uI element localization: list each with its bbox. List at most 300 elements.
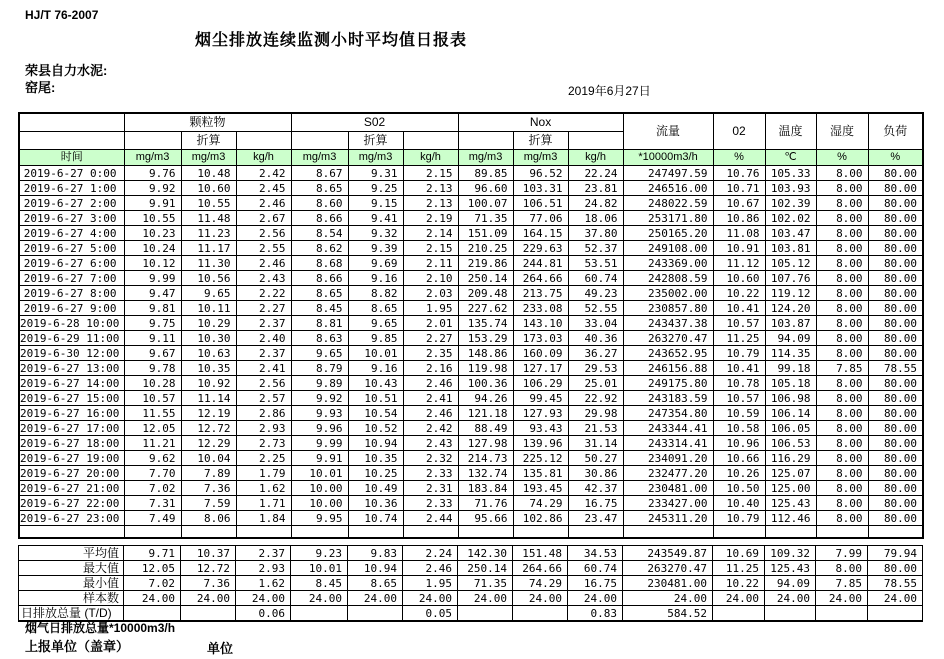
value-cell: 9.89 [291,376,348,391]
summary-value-cell [291,606,348,622]
summary-value-cell: 0.05 [403,606,458,622]
value-cell: 80.00 [868,511,923,526]
value-cell: 16.75 [568,496,623,511]
summary-row [19,546,923,561]
summary-value-cell: 7.99 [816,546,868,561]
value-cell: 173.03 [513,331,568,346]
summary-value-cell [816,606,868,622]
table-row [19,496,923,511]
value-cell: 10.01 [291,466,348,481]
value-cell: 219.86 [458,256,513,271]
value-cell: 114.35 [765,346,816,361]
value-cell: 1.95 [403,301,458,316]
report-date: 2019年6月27日 [568,84,651,98]
value-cell: 8.00 [816,301,868,316]
value-cell: 10.36 [348,496,403,511]
value-cell: 9.91 [291,451,348,466]
table-row [19,376,923,391]
value-cell: 8.00 [816,406,868,421]
unit-cell: mg/m3 [458,150,513,166]
value-cell: 10.52 [348,421,403,436]
value-cell: 103.87 [765,316,816,331]
value-cell: 2.73 [236,436,291,451]
summary-row [19,561,923,576]
summary-value-cell [348,606,403,622]
value-cell: 9.99 [291,436,348,451]
value-cell: 9.32 [348,226,403,241]
value-cell: 102.86 [513,511,568,526]
value-cell: 80.00 [868,286,923,301]
value-cell: 2.46 [236,196,291,211]
summary-value-cell [765,606,816,622]
value-cell: 10.29 [181,316,236,331]
blank-cell [291,132,348,150]
spacer-cell [291,526,348,539]
summary-value-cell: 2.46 [403,561,458,576]
table-row [19,346,923,361]
value-cell: 8.00 [816,466,868,481]
report-table-area [18,112,924,622]
value-cell: 2.13 [403,181,458,196]
value-cell: 103.47 [765,226,816,241]
value-cell: 2.55 [236,241,291,256]
value-cell: 2.57 [236,391,291,406]
value-cell: 9.95 [291,511,348,526]
unit-cell: mg/m3 [513,150,568,166]
summary-value-cell: 24.00 [291,591,348,606]
value-cell: 106.29 [513,376,568,391]
value-cell: 243183.59 [623,391,713,406]
value-cell: 11.14 [181,391,236,406]
unit-cell: % [713,150,765,166]
value-cell: 8.66 [291,211,348,226]
value-cell: 125.43 [765,496,816,511]
value-cell: 12.72 [181,421,236,436]
time-cell: 2019-6-27 6:00 [19,256,124,271]
value-cell: 11.21 [124,436,181,451]
value-cell: 24.82 [568,196,623,211]
value-cell: 2.40 [236,331,291,346]
summary-label: 最小值 [19,576,124,591]
summary-value-cell: 230481.00 [623,576,713,591]
value-cell: 22.92 [568,391,623,406]
value-cell: 80.00 [868,466,923,481]
summary-value-cell: 9.23 [291,546,348,561]
value-cell: 1.71 [236,496,291,511]
table-row [19,466,923,481]
value-cell: 2.27 [236,301,291,316]
summary-value-cell: 243549.87 [623,546,713,561]
summary-value-cell: 1.62 [236,576,291,591]
value-cell: 10.60 [181,181,236,196]
value-cell: 2.35 [403,346,458,361]
spacer-cell [765,526,816,539]
value-cell: 21.53 [568,421,623,436]
value-cell: 2.15 [403,241,458,256]
value-cell: 10.43 [348,376,403,391]
blank-cell [19,132,124,150]
unit-header-row [19,150,923,166]
value-cell: 2.22 [236,286,291,301]
value-cell: 102.02 [765,211,816,226]
value-cell: 2.27 [403,331,458,346]
value-cell: 105.12 [765,256,816,271]
time-cell: 2019-6-27 17:00 [19,421,124,436]
value-cell: 18.06 [568,211,623,226]
value-cell: 30.86 [568,466,623,481]
col-group-so2: S02 [291,113,458,132]
summary-value-cell [181,606,236,622]
value-cell: 11.30 [181,256,236,271]
value-cell: 40.36 [568,331,623,346]
unit-cell: mg/m3 [124,150,181,166]
value-cell: 10.55 [181,196,236,211]
value-cell: 7.36 [181,481,236,496]
value-cell: 229.63 [513,241,568,256]
value-cell: 8.00 [816,511,868,526]
value-cell: 9.65 [181,286,236,301]
value-cell: 253171.80 [623,211,713,226]
value-cell: 10.59 [713,406,765,421]
value-cell: 9.91 [124,196,181,211]
value-cell: 1.62 [236,481,291,496]
table-row [19,226,923,241]
value-cell: 10.92 [181,376,236,391]
spacer-cell [623,526,713,539]
value-cell: 10.54 [348,406,403,421]
value-cell: 210.25 [458,241,513,256]
summary-value-cell: 7.36 [181,576,236,591]
summary-value-cell: 24.00 [816,591,868,606]
spacer-cell [568,526,623,539]
spacer-cell [124,526,181,539]
value-cell: 10.35 [348,451,403,466]
value-cell: 2.33 [403,466,458,481]
value-cell: 8.00 [816,271,868,286]
summary-value-cell: 7.85 [816,576,868,591]
value-cell: 132.74 [458,466,513,481]
value-cell: 193.45 [513,481,568,496]
spacer-cell [348,526,403,539]
time-cell: 2019-6-27 14:00 [19,376,124,391]
value-cell: 8.82 [348,286,403,301]
value-cell: 2.32 [403,451,458,466]
summary-value-cell: 109.32 [765,546,816,561]
summary-value-cell: 10.01 [291,561,348,576]
spacer-cell [458,526,513,539]
value-cell: 7.31 [124,496,181,511]
value-cell: 8.00 [816,286,868,301]
value-cell: 9.81 [124,301,181,316]
value-cell: 11.55 [124,406,181,421]
value-cell: 10.86 [713,211,765,226]
value-cell: 8.68 [291,256,348,271]
value-cell: 9.99 [124,271,181,286]
value-cell: 243369.00 [623,256,713,271]
value-cell: 106.53 [765,436,816,451]
value-cell: 77.06 [513,211,568,226]
value-cell: 2.13 [403,196,458,211]
value-cell: 213.75 [513,286,568,301]
summary-row [19,591,923,606]
value-cell: 143.10 [513,316,568,331]
value-cell: 243437.38 [623,316,713,331]
value-cell: 10.91 [713,241,765,256]
data-rows [19,166,923,539]
value-cell: 105.33 [765,166,816,181]
value-cell: 10.04 [181,451,236,466]
value-cell: 2.86 [236,406,291,421]
value-cell: 29.98 [568,406,623,421]
value-cell: 8.79 [291,361,348,376]
summary-value-cell: 263270.47 [623,561,713,576]
summary-value-cell: 11.25 [713,561,765,576]
value-cell: 8.81 [291,316,348,331]
value-cell: 80.00 [868,481,923,496]
value-cell: 9.85 [348,331,403,346]
value-cell: 103.81 [765,241,816,256]
time-cell: 2019-6-27 5:00 [19,241,124,256]
summary-value-cell: 9.71 [124,546,181,561]
summary-value-cell: 24.00 [124,591,181,606]
value-cell: 11.17 [181,241,236,256]
value-cell: 127.17 [513,361,568,376]
value-cell: 10.71 [713,181,765,196]
value-cell: 243652.95 [623,346,713,361]
value-cell: 100.36 [458,376,513,391]
value-cell: 10.51 [348,391,403,406]
time-cell: 2019-6-27 1:00 [19,181,124,196]
value-cell: 80.00 [868,166,923,181]
value-cell: 8.63 [291,331,348,346]
summary-value-cell: 24.00 [181,591,236,606]
value-cell: 153.29 [458,331,513,346]
value-cell: 2.46 [236,256,291,271]
value-cell: 80.00 [868,376,923,391]
value-cell: 2.41 [236,361,291,376]
value-cell: 80.00 [868,256,923,271]
value-cell: 2.19 [403,211,458,226]
value-cell: 250165.20 [623,226,713,241]
value-cell: 10.67 [713,196,765,211]
spacer-cell [181,526,236,539]
value-cell: 9.67 [124,346,181,361]
value-cell: 10.11 [181,301,236,316]
value-cell: 10.00 [291,481,348,496]
value-cell: 2.10 [403,271,458,286]
table-row [19,166,923,181]
value-cell: 29.53 [568,361,623,376]
value-cell: 23.47 [568,511,623,526]
summary-value-cell: 2.37 [236,546,291,561]
value-cell: 8.45 [291,301,348,316]
value-cell: 2.42 [236,166,291,181]
time-cell: 2019-6-30 12:00 [19,346,124,361]
table-row [19,511,923,526]
value-cell: 60.74 [568,271,623,286]
time-cell: 2019-6-27 18:00 [19,436,124,451]
value-cell: 74.29 [513,496,568,511]
value-cell: 10.24 [124,241,181,256]
value-cell: 2.45 [236,181,291,196]
value-cell: 151.09 [458,226,513,241]
value-cell: 243314.41 [623,436,713,451]
value-cell: 245311.20 [623,511,713,526]
value-cell: 10.49 [348,481,403,496]
value-cell: 235002.00 [623,286,713,301]
spacer-cell [713,526,765,539]
value-cell: 10.55 [124,211,181,226]
value-cell: 10.48 [181,166,236,181]
summary-value-cell: 10.69 [713,546,765,561]
value-cell: 232477.20 [623,466,713,481]
value-cell: 71.35 [458,211,513,226]
summary-value-cell: 24.00 [513,591,568,606]
col-flow-header: 流量 [623,113,713,150]
value-cell: 10.40 [713,496,765,511]
table-row [19,361,923,376]
value-cell: 8.00 [816,436,868,451]
value-cell: 116.29 [765,451,816,466]
table-row [19,286,923,301]
summary-value-cell: 8.45 [291,576,348,591]
value-cell: 8.66 [291,271,348,286]
value-cell: 50.27 [568,451,623,466]
table-row [19,211,923,226]
value-cell: 7.59 [181,496,236,511]
value-cell: 8.65 [291,181,348,196]
value-cell: 2.42 [403,421,458,436]
summary-value-cell: 12.72 [181,561,236,576]
value-cell: 31.14 [568,436,623,451]
unit-label: 单位 [207,641,234,656]
report-unit-label: 上报单位（盖章） [25,639,130,654]
summary-value-cell: 10.94 [348,561,403,576]
value-cell: 8.00 [816,256,868,271]
value-cell: 230481.00 [623,481,713,496]
summary-value-cell: 60.74 [568,561,623,576]
value-cell: 80.00 [868,181,923,196]
value-cell: 8.00 [816,496,868,511]
summary-value-cell: 7.02 [124,576,181,591]
value-cell: 2.25 [236,451,291,466]
value-cell: 9.76 [124,166,181,181]
value-cell: 93.43 [513,421,568,436]
value-cell: 2.56 [236,226,291,241]
value-cell: 89.85 [458,166,513,181]
table-row [19,391,923,406]
value-cell: 2.03 [403,286,458,301]
value-cell: 37.80 [568,226,623,241]
value-cell: 80.00 [868,271,923,286]
value-cell: 80.00 [868,211,923,226]
value-cell: 10.00 [291,496,348,511]
summary-value-cell: 24.00 [348,591,403,606]
value-cell: 80.00 [868,301,923,316]
value-cell: 10.56 [181,271,236,286]
summary-value-cell: 250.14 [458,561,513,576]
value-cell: 246156.88 [623,361,713,376]
time-header-blank [19,113,124,132]
value-cell: 124.20 [765,301,816,316]
value-cell: 250.14 [458,271,513,286]
time-cell: 2019-6-27 7:00 [19,271,124,286]
summary-value-cell: 74.29 [513,576,568,591]
value-cell: 10.57 [713,391,765,406]
value-cell: 125.07 [765,466,816,481]
table-row [19,241,923,256]
value-cell: 2.33 [403,496,458,511]
value-cell: 8.60 [291,196,348,211]
col-humidity-header: 湿度 [816,113,868,150]
summary-value-cell: 24.00 [765,591,816,606]
value-cell: 121.18 [458,406,513,421]
summary-label: 平均值 [19,546,124,561]
summary-value-cell: 8.65 [348,576,403,591]
time-header: 时间 [19,150,124,166]
value-cell: 11.08 [713,226,765,241]
time-cell: 2019-6-27 0:00 [19,166,124,181]
value-cell: 2.43 [236,271,291,286]
value-cell: 80.00 [868,196,923,211]
value-cell: 49.23 [568,286,623,301]
value-cell: 9.39 [348,241,403,256]
summary-label: 日排放总量 (T/D) [19,606,124,622]
time-cell: 2019-6-27 19:00 [19,451,124,466]
time-cell: 2019-6-27 13:00 [19,361,124,376]
value-cell: 148.86 [458,346,513,361]
summary-value-cell [868,606,923,622]
value-cell: 8.00 [816,211,868,226]
summary-value-cell: 2.24 [403,546,458,561]
spacer-row [19,526,923,539]
value-cell: 227.62 [458,301,513,316]
value-cell: 52.37 [568,241,623,256]
value-cell: 243344.41 [623,421,713,436]
time-cell: 2019-6-27 21:00 [19,481,124,496]
value-cell: 25.01 [568,376,623,391]
value-cell: 8.62 [291,241,348,256]
value-cell: 10.57 [124,391,181,406]
summary-value-cell: 12.05 [124,561,181,576]
summary-value-cell: 24.00 [458,591,513,606]
value-cell: 11.25 [713,331,765,346]
summary-rows [19,546,923,622]
value-cell: 2.41 [403,391,458,406]
value-cell: 10.50 [713,481,765,496]
value-cell: 8.00 [816,391,868,406]
value-cell: 244.81 [513,256,568,271]
summary-value-cell: 2.93 [236,561,291,576]
value-cell: 9.16 [348,271,403,286]
value-cell: 8.65 [348,301,403,316]
value-cell: 8.00 [816,241,868,256]
converted-label-so2: 折算 [348,132,403,150]
summary-value-cell: 78.55 [868,576,923,591]
value-cell: 9.75 [124,316,181,331]
value-cell: 9.15 [348,196,403,211]
value-cell: 2.93 [236,421,291,436]
value-cell: 100.07 [458,196,513,211]
summary-value-cell: 24.00 [568,591,623,606]
value-cell: 8.00 [816,421,868,436]
value-cell: 33.04 [568,316,623,331]
value-cell: 230857.80 [623,301,713,316]
time-cell: 2019-6-27 2:00 [19,196,124,211]
company-name: 荣县自力水泥: [25,63,108,78]
value-cell: 10.57 [713,316,765,331]
value-cell: 107.76 [765,271,816,286]
